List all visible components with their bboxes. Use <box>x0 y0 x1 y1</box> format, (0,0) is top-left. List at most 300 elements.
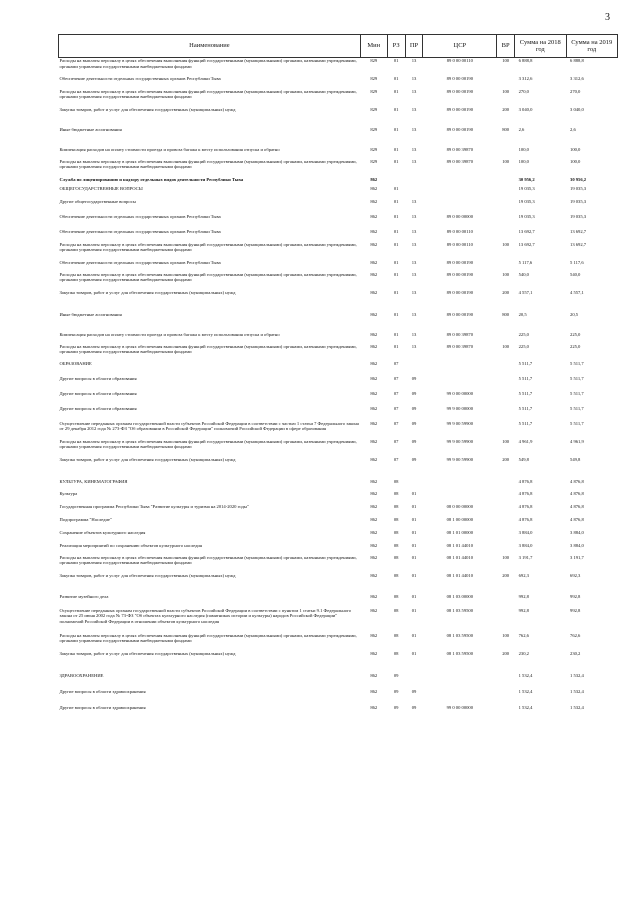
cell-rz: 09 <box>393 688 399 694</box>
cell-rz: 08 <box>393 542 399 548</box>
cell-csr: 89 0 00 00190 <box>446 126 474 132</box>
cell-sum-2019: 230,2 <box>570 650 581 656</box>
cell-rz: 01 <box>393 58 399 63</box>
cell-name: Обеспечение деятельности отдельных государственных органов Республики Тыва <box>59 228 221 234</box>
cell-sum-2018: 225,0 <box>518 343 529 349</box>
cell-vr: 200 <box>502 650 510 656</box>
cell-min: 862 <box>370 331 378 337</box>
cell-pr <box>405 479 423 491</box>
cell-sum-2019: 4 876,8 <box>570 478 584 484</box>
table-row <box>59 406 618 421</box>
cell-rz: 01 <box>393 213 399 219</box>
table-row <box>59 177 618 186</box>
cell-name: Обеспечение деятельности отдельных государственных органов Республики Тыва <box>59 75 221 81</box>
cell-csr: 99 0 00 00000 <box>446 390 474 396</box>
cell-name: Расходы на выплаты персоналу в целях обеспечения выполнения функций государственными (муниципальными) органами, казенными учреждениями, органами управления государственными внебюджетными фондами <box>59 554 357 565</box>
cell-rz: 07 <box>393 375 399 381</box>
cell-min: 862 <box>370 271 378 277</box>
page-number: 3 <box>605 12 610 23</box>
cell-vr: 100 <box>502 632 510 638</box>
cell-pr: 09 <box>411 390 417 396</box>
cell-vr: 100 <box>502 241 510 247</box>
table-row <box>59 543 618 555</box>
table-row <box>59 439 618 457</box>
table-row <box>59 290 618 312</box>
cell-name: Расходы на выплаты персоналу в целях обеспечения выполнения функций государственными (муниципальными) органами, казенными учреждениями, органами управления государственными внебюджетными фондами <box>59 58 357 69</box>
table-row <box>59 361 618 376</box>
cell-sum-2018: 4 876,8 <box>518 478 533 484</box>
cell-pr: 13 <box>411 271 417 277</box>
cell-name: Подпрограмма "Наследие" <box>59 516 112 522</box>
cell-csr: 99 0 00 00000 <box>446 704 474 710</box>
cell-pr: 13 <box>411 289 417 295</box>
cell-min: 862 <box>370 390 378 396</box>
cell-csr: 08 1 00 00000 <box>446 516 474 522</box>
cell-name: Закупка товаров, работ и услуг для обеспечения государственных (муниципальных) нужд <box>59 456 236 462</box>
cell-sum-2018: 19 035,3 <box>518 213 535 219</box>
cell-pr: 13 <box>411 241 417 247</box>
cell-rz: 01 <box>393 198 399 204</box>
cell-name: Развитие музейного дела <box>59 593 109 599</box>
cell-min: 862 <box>370 672 378 678</box>
cell-sum-2018: 270,0 <box>518 88 529 94</box>
cell-sum-2019: 692,3 <box>570 572 581 578</box>
cell-sum-2019: 19 035,3 <box>570 213 587 219</box>
cell-pr: 01 <box>411 632 417 638</box>
cell-vr <box>497 517 515 530</box>
cell-sum-2018: 3 884,0 <box>518 529 533 535</box>
cell-name: Иные бюджетные ассигнования <box>59 311 122 317</box>
cell-pr: 13 <box>411 228 417 234</box>
cell-rz: 01 <box>393 289 399 295</box>
cell-vr <box>497 376 515 391</box>
cell-name: Расходы на выплаты персоналу в целях обеспечения выполнения функций государственными (муниципальными) органами, казенными учреждениями, органами управления государственными внебюджетными фондами <box>59 241 357 252</box>
cell-name: Закупка товаров, работ и услуг для обеспечения государственных (муниципальных) нужд <box>59 289 236 295</box>
cell-rz: 01 <box>393 158 399 164</box>
cell-min: 862 <box>370 529 378 535</box>
cell-min: 862 <box>370 704 378 710</box>
cell-csr: 89 0 00 00190 <box>446 259 474 265</box>
cell-pr <box>405 177 423 186</box>
cell-pr: 13 <box>411 259 417 265</box>
cell-name: Расходы на выплаты персоналу в целях обеспечения выполнения функций государственными (муниципальными) органами, казенными учреждениями, органами управления государственными внебюджетными фондами <box>59 88 357 99</box>
cell-pr: 13 <box>411 58 417 63</box>
cell-sum-2018: 4 961,9 <box>518 438 533 444</box>
cell-pr: 09 <box>411 375 417 381</box>
cell-vr <box>497 147 515 159</box>
table-row <box>59 530 618 543</box>
cell-sum-2018: 992,8 <box>518 593 529 599</box>
cell-sum-2019: 992,8 <box>570 593 581 599</box>
cell-rz: 01 <box>393 88 399 94</box>
table-row <box>59 107 618 127</box>
cell-sum-2019: 225,0 <box>570 331 581 337</box>
cell-sum-2019: 13 692,7 <box>570 228 587 234</box>
cell-vr: 100 <box>502 554 510 560</box>
cell-csr: 89 0 00 39870 <box>446 158 474 164</box>
header-min: Мин <box>360 35 387 58</box>
cell-sum-2018: 100,0 <box>518 158 529 164</box>
cell-min: 862 <box>370 478 378 484</box>
cell-sum-2018: 4 876,8 <box>518 490 533 496</box>
cell-vr: 200 <box>502 572 510 578</box>
cell-name: Расходы на выплаты персоналу в целях обеспечения выполнения функций государственными (муниципальными) органами, казенными учреждениями, органами управления государственными внебюджетными фондами <box>59 271 357 282</box>
cell-name: Расходы на выплаты персоналу в целях обеспечения выполнения функций государственными (муниципальными) органами, казенными учреждениями, органами управления государственными внебюджетными фондами <box>59 343 357 354</box>
cell-name: Другие вопросы в области образования <box>59 405 137 411</box>
cell-min: 862 <box>370 360 378 366</box>
table-row <box>59 199 618 214</box>
table-row <box>59 633 618 651</box>
cell-csr: 89 0 00 39870 <box>446 331 474 337</box>
table-row <box>59 344 618 361</box>
cell-sum-2019: 19 035,3 <box>570 185 587 191</box>
cell-name: ЗДРАВООХРАНЕНИЕ <box>59 672 104 678</box>
cell-min: 829 <box>370 75 378 81</box>
cell-min: 862 <box>370 176 378 182</box>
cell-pr: 09 <box>411 456 417 462</box>
cell-sum-2019: 3 191,7 <box>570 554 584 560</box>
cell-min: 862 <box>370 688 378 694</box>
cell-min: 862 <box>370 405 378 411</box>
cell-rz: 01 <box>393 241 399 247</box>
cell-pr: 01 <box>411 593 417 599</box>
cell-pr <box>405 361 423 376</box>
cell-min: 862 <box>370 198 378 204</box>
cell-min: 862 <box>370 490 378 496</box>
cell-pr <box>405 186 423 199</box>
table-row <box>59 673 618 689</box>
cell-name: Закупка товаров, работ и услуг для обеспечения государственных (муниципальных) нужд <box>59 572 236 578</box>
cell-sum-2019: 100,0 <box>570 146 581 152</box>
cell-min: 862 <box>370 343 378 349</box>
cell-min: 862 <box>370 572 378 578</box>
cell-sum-2018: 549,8 <box>518 456 529 462</box>
cell-pr: 09 <box>411 688 417 694</box>
budget-table <box>58 34 618 719</box>
cell-sum-2019: 4 876,8 <box>570 503 584 509</box>
cell-csr <box>423 491 497 504</box>
cell-pr: 01 <box>411 542 417 548</box>
cell-name: Компенсация расходов на оплату стоимости проезда и провоза багажа к месту использования отпуска и обратно <box>59 331 280 337</box>
cell-pr: 01 <box>411 554 417 560</box>
cell-sum-2019: 6 888,8 <box>570 58 584 63</box>
cell-name: Обеспечение деятельности отдельных государственных органов Республики Тыва <box>59 259 221 265</box>
cell-name: ОБРАЗОВАНИЕ <box>59 360 92 366</box>
cell-min: 862 <box>370 375 378 381</box>
cell-sum-2018: 19 035,3 <box>518 198 535 204</box>
table-row <box>59 594 618 608</box>
cell-csr: 99 9 00 59900 <box>446 438 474 444</box>
cell-name: Другие вопросы в области здравоохранения <box>59 688 146 694</box>
cell-min: 829 <box>370 88 378 94</box>
cell-sum-2018: 992,8 <box>518 607 529 613</box>
cell-csr: 99 9 00 59900 <box>446 456 474 462</box>
cell-sum-2019: 4 876,8 <box>570 516 584 522</box>
table-row <box>59 376 618 391</box>
cell-vr <box>497 594 515 608</box>
cell-sum-2019: 1 532,4 <box>570 688 584 694</box>
table-row <box>59 517 618 530</box>
cell-rz: 09 <box>393 704 399 710</box>
cell-rz: 08 <box>393 572 399 578</box>
cell-sum-2019: 30 956,2 <box>570 176 587 182</box>
table-row <box>59 76 618 89</box>
cell-min: 862 <box>370 632 378 638</box>
cell-min: 862 <box>370 542 378 548</box>
cell-sum-2019: 5 117,6 <box>570 259 584 265</box>
cell-rz: 07 <box>393 420 399 426</box>
cell-vr <box>497 199 515 214</box>
cell-vr <box>497 608 515 633</box>
cell-sum-2019: 2,6 <box>570 126 576 132</box>
cell-sum-2018: 1 532,4 <box>518 688 533 694</box>
cell-min: 862 <box>370 311 378 317</box>
cell-sum-2018: 5 511,7 <box>518 405 533 411</box>
table-row <box>59 421 618 439</box>
cell-vr: 200 <box>502 106 510 112</box>
cell-min: 829 <box>370 106 378 112</box>
cell-vr: 100 <box>502 343 510 349</box>
cell-vr <box>497 186 515 199</box>
cell-pr: 01 <box>411 490 417 496</box>
cell-name: Компенсация расходов на оплату стоимости проезда и провоза багажа к месту использования отпуска и обратно <box>59 146 280 152</box>
cell-min: 829 <box>370 158 378 164</box>
table-row <box>59 147 618 159</box>
cell-sum-2018: 2,6 <box>518 126 525 132</box>
table-row <box>59 58 618 76</box>
cell-min: 862 <box>370 185 378 191</box>
table-row <box>59 312 618 332</box>
cell-vr: 100 <box>502 88 510 94</box>
cell-sum-2019: 540,0 <box>570 271 581 277</box>
cell-csr: 08 0 00 00000 <box>446 503 474 509</box>
cell-min: 862 <box>370 438 378 444</box>
cell-min: 829 <box>370 126 378 132</box>
cell-min: 862 <box>370 420 378 426</box>
cell-rz: 01 <box>393 331 399 337</box>
cell-rz: 08 <box>393 650 399 656</box>
cell-sum-2018: 6 888,8 <box>518 58 533 63</box>
cell-vr <box>497 504 515 517</box>
cell-sum-2018: 762,6 <box>518 632 529 638</box>
header-pr: ПР <box>405 35 423 58</box>
cell-sum-2018: 13 692,7 <box>518 241 535 247</box>
cell-sum-2018: 20,5 <box>518 311 527 317</box>
cell-rz: 08 <box>393 554 399 560</box>
cell-name: Другие вопросы в области здравоохранения <box>59 704 146 710</box>
table-row <box>59 689 618 705</box>
cell-csr: 08 1 01 44010 <box>446 542 474 548</box>
cell-min: 862 <box>370 456 378 462</box>
cell-sum-2019: 100,0 <box>570 158 581 164</box>
cell-name: Другие вопросы в области образования <box>59 390 137 396</box>
cell-pr: 01 <box>411 650 417 656</box>
cell-vr: 100 <box>502 271 510 277</box>
table-row <box>59 705 618 719</box>
cell-name: Реализация мероприятий по сохранению объектов культурного наследия <box>59 542 203 548</box>
cell-vr <box>497 229 515 242</box>
table-row <box>59 573 618 594</box>
cell-vr: 200 <box>502 456 510 462</box>
cell-rz: 01 <box>393 106 399 112</box>
table-row <box>59 229 618 242</box>
cell-rz: 01 <box>393 259 399 265</box>
cell-rz: 08 <box>393 478 399 484</box>
cell-sum-2018: 4 876,8 <box>518 516 533 522</box>
cell-pr: 13 <box>411 75 417 81</box>
cell-pr: 09 <box>411 420 417 426</box>
table-row <box>59 491 618 504</box>
cell-name: Государственная программа Республики Тыва "Развитие культуры и туризма на 2014-2020 годы" <box>59 503 249 509</box>
cell-csr <box>423 479 497 491</box>
cell-vr <box>497 530 515 543</box>
cell-sum-2018: 13 692,7 <box>518 228 535 234</box>
cell-name: Другие общегосударственные вопросы <box>59 198 136 204</box>
cell-rz: 01 <box>393 185 399 191</box>
header-sum-2018: Сумма на 2018 год <box>515 35 566 58</box>
cell-name: КУЛЬТУРА, КИНЕМАТОГРАФИЯ <box>59 478 128 484</box>
cell-pr <box>405 673 423 689</box>
cell-vr <box>497 391 515 406</box>
table-row <box>59 391 618 406</box>
cell-vr: 800 <box>502 126 510 132</box>
cell-sum-2018: 4 876,8 <box>518 503 533 509</box>
cell-vr <box>497 491 515 504</box>
cell-csr <box>423 361 497 376</box>
cell-name: Расходы на выплаты персоналу в целях обеспечения выполнения функций государственными (муниципальными) органами, казенными учреждениями, органами управления государственными внебюджетными фондами <box>59 438 357 449</box>
cell-min: 862 <box>370 289 378 295</box>
cell-rz: 08 <box>393 503 399 509</box>
cell-pr: 09 <box>411 438 417 444</box>
cell-name: Расходы на выплаты персоналу в целях обеспечения выполнения функций государственными (муниципальными) органами, казенными учреждениями, органами управления государственными внебюджетными фондами <box>59 158 357 169</box>
cell-sum-2019: 1 532,4 <box>570 704 584 710</box>
header-name: Наименование <box>59 35 361 58</box>
cell-name: Иные бюджетные ассигнования <box>59 126 122 132</box>
table-row <box>59 332 618 344</box>
cell-min: 829 <box>370 146 378 152</box>
cell-sum-2019: 3 312,6 <box>570 75 584 81</box>
cell-csr <box>423 376 497 391</box>
header-rz: РЗ <box>387 35 405 58</box>
cell-vr <box>497 332 515 344</box>
table-row <box>59 214 618 229</box>
cell-sum-2018: 4 557,1 <box>518 289 533 295</box>
cell-min: 862 <box>370 241 378 247</box>
cell-sum-2018: 3 312,6 <box>518 75 533 81</box>
cell-sum-2019: 225,0 <box>570 343 581 349</box>
cell-sum-2019: 549,8 <box>570 456 581 462</box>
cell-vr <box>497 543 515 555</box>
cell-rz: 09 <box>393 672 399 678</box>
cell-csr <box>423 689 497 705</box>
cell-sum-2019: 3 884,0 <box>570 542 584 548</box>
cell-vr <box>497 421 515 439</box>
cell-sum-2018: 3 040,0 <box>518 106 533 112</box>
cell-vr <box>497 406 515 421</box>
table-row <box>59 260 618 272</box>
cell-sum-2018: 3 884,0 <box>518 542 533 548</box>
table-row <box>59 479 618 491</box>
cell-sum-2019: 992,8 <box>570 607 581 613</box>
cell-vr <box>497 705 515 719</box>
cell-sum-2018: 1 532,4 <box>518 704 533 710</box>
cell-pr: 09 <box>411 704 417 710</box>
cell-pr: 01 <box>411 572 417 578</box>
cell-name: Осуществление переданных органам государственной власти субъектов Российской Федерации в соответствии с частью 1 статьи 7 Федерального закона от 29 декабря 2012 года № 273-ФЗ "Об образовании в Российской Федерации" полномочий Российской Федерации в сфере образования <box>59 420 359 431</box>
cell-rz: 07 <box>393 360 399 366</box>
cell-csr: 08 1 03 59500 <box>446 650 474 656</box>
table-row <box>59 555 618 573</box>
cell-csr: 99 9 00 00000 <box>446 405 474 411</box>
cell-sum-2019: 4 961,9 <box>570 438 584 444</box>
cell-pr: 13 <box>411 88 417 94</box>
cell-pr: 13 <box>411 158 417 164</box>
cell-pr: 01 <box>411 503 417 509</box>
cell-sum-2019: 4 876,8 <box>570 490 584 496</box>
cell-pr: 13 <box>411 343 417 349</box>
cell-min: 862 <box>370 516 378 522</box>
cell-sum-2019: 5 511,7 <box>570 375 584 381</box>
cell-min: 862 <box>370 607 378 613</box>
cell-vr: 100 <box>502 438 510 444</box>
cell-sum-2018: 100,0 <box>518 146 529 152</box>
cell-csr: 89 0 00 39870 <box>446 343 474 349</box>
cell-min: 862 <box>370 259 378 265</box>
cell-sum-2018: 1 532,4 <box>518 672 533 678</box>
table-header-row <box>59 35 618 58</box>
cell-csr <box>423 177 497 186</box>
table-row <box>59 272 618 290</box>
cell-pr: 13 <box>411 213 417 219</box>
cell-name: Служба по лицензированию и надзору отдельных видов деятельности Республики Тыва <box>59 176 244 182</box>
cell-sum-2019: 13 692,7 <box>570 241 587 247</box>
cell-rz: 01 <box>393 343 399 349</box>
cell-sum-2018: 692,3 <box>518 572 529 578</box>
cell-vr <box>497 260 515 272</box>
table-row <box>59 242 618 260</box>
table-row <box>59 457 618 479</box>
cell-pr: 13 <box>411 106 417 112</box>
cell-name: Расходы на выплаты персоналу в целях обеспечения выполнения функций государственными (муниципальными) органами, казенными учреждениями, органами управления государственными внебюджетными фондами <box>59 632 357 643</box>
cell-pr: 01 <box>411 516 417 522</box>
cell-csr: 08 1 03 59500 <box>446 607 474 613</box>
cell-sum-2019: 3 040,0 <box>570 106 584 112</box>
cell-rz: 08 <box>393 607 399 613</box>
cell-name: Культура <box>59 490 78 496</box>
cell-sum-2018: 3 191,7 <box>518 554 533 560</box>
cell-sum-2018: 230,2 <box>518 650 529 656</box>
cell-csr <box>423 199 497 214</box>
cell-sum-2018: 5 511,7 <box>518 390 533 396</box>
cell-sum-2019: 5 511,7 <box>570 405 584 411</box>
cell-csr: 89 0 00 00190 <box>446 271 474 277</box>
cell-rz: 01 <box>393 271 399 277</box>
cell-csr: 89 0 00 00190 <box>446 88 474 94</box>
cell-name: Обеспечение деятельности отдельных государственных органов Республики Тыва <box>59 213 221 219</box>
cell-sum-2018: 5 117,6 <box>518 259 533 265</box>
cell-rz: 01 <box>393 146 399 152</box>
cell-vr: 200 <box>502 289 510 295</box>
header-csr: ЦСР <box>423 35 497 58</box>
cell-name: Сохранение объектов культурного наследия <box>59 529 146 535</box>
cell-sum-2019: 4 557,1 <box>570 289 584 295</box>
cell-vr <box>497 479 515 491</box>
cell-csr: 89 0 00 00190 <box>446 75 474 81</box>
cell-sum-2018: 225,0 <box>518 331 529 337</box>
cell-sum-2018: 5 511,7 <box>518 375 533 381</box>
cell-rz: 08 <box>393 529 399 535</box>
cell-sum-2018: 30 956,2 <box>518 176 535 182</box>
